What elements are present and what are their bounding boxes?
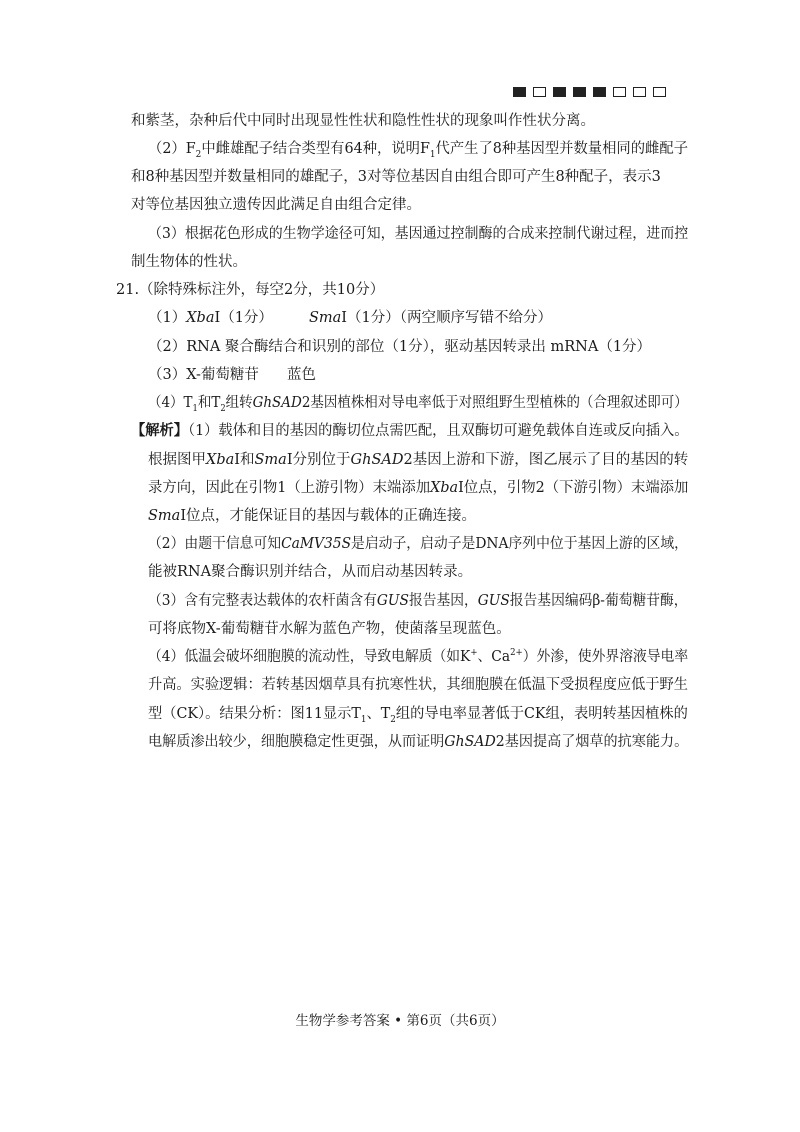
text-line: 和8种基因型并数量相同的雄配子，3对等位基因自由组合即可产生8种配子，表示3 bbox=[131, 169, 661, 185]
text-line: 电解质渗出较少，细胞膜稳定性更强，从而证明GhSAD2基因提高了烟草的抗寒能力。 bbox=[148, 734, 689, 750]
text-line: 对等位基因独立遗传因此满足自由组合定律。 bbox=[131, 197, 421, 213]
marker-square bbox=[573, 87, 586, 97]
page-footer: 生物学参考答案 • 第6页（共6页） bbox=[295, 1013, 505, 1029]
analysis-line: 【解析】（1）载体和目的基因的酶切位点需匹配，且双酶切可避免载体自连或反向插入。 bbox=[131, 422, 689, 439]
text-line: 型（CK）。结果分析：图11显示$T_1$、$T_2$组的导电率显著低于CK组，表明转基因植株的 bbox=[148, 706, 688, 725]
marker-square bbox=[633, 87, 646, 97]
text-line: 根据图甲XbaⅠ和SmaⅠ分别位于GhSAD2基因上游和下游，图乙展示了目的基因的转 bbox=[148, 452, 689, 468]
text-line: 和紫茎，杂种后代中同时出现显性性状和隐性性状的现象叫作性状分离。 bbox=[131, 113, 595, 129]
text-line: （4）低温会破坏细胞膜的流动性，导致电解质（如K+、$Ca^{2+}$）外渗，使外界溶液导电率 bbox=[148, 648, 689, 665]
marker-square bbox=[553, 87, 566, 97]
marker-square bbox=[613, 87, 626, 97]
page-marker-squares bbox=[513, 87, 666, 97]
text-line: 能被RNA聚合酶识别并结合，从而启动基因转录。 bbox=[148, 564, 473, 580]
question-heading: 21.（除特殊标注外，每空2分，共10分） bbox=[116, 282, 385, 298]
marker-square bbox=[533, 87, 546, 97]
marker-square bbox=[593, 87, 606, 97]
text-line: $(2)F_2$中雌雄配子结合类型有64种，说明$F_1$代产生了8种基因型并数量相同的雌配子 bbox=[148, 141, 689, 160]
marker-square bbox=[653, 87, 666, 97]
text-line: （2）由题干信息可知CaMV35S是启动子，启动子是DNA序列中位于基因上游的区域， bbox=[148, 536, 688, 552]
text-line: （3）X-葡萄糖苷 蓝色 bbox=[148, 367, 316, 383]
text-line: 制生物体的性状。 bbox=[131, 254, 247, 270]
text-line: （1）XbaⅠ（1分） SmaⅠ（1分）（两空顺序写错不给分） bbox=[148, 310, 552, 326]
marker-square bbox=[513, 87, 526, 97]
text-line: $(4)T_1$和$T_2$组转GhSAD2基因植株相对导电率低于对照组野生型植株的（合理叙述即可） bbox=[148, 395, 688, 414]
text-line: （2）RNA 聚合酶结合和识别的部位（1分），驱动基因转录出 mRNA（1分） bbox=[148, 339, 652, 355]
text-line: 录方向，因此在引物1（上游引物）末端添加XbaⅠ位点，引物2（下游引物）末端添加 bbox=[148, 480, 689, 496]
text-line: 可将底物X-葡萄糖苷水解为蓝色产物，使菌落呈现蓝色。 bbox=[148, 621, 511, 637]
text-line: （3）含有完整表达载体的农杆菌含有GUS报告基因，GUS报告基因编码β-葡萄糖苷酶， bbox=[148, 593, 688, 609]
text-line: （3）根据花色形成的生物学途径可知，基因通过控制酶的合成来控制代谢过程，进而控 bbox=[148, 226, 689, 242]
text-line: SmaⅠ位点，才能保证目的基因与载体的正确连接。 bbox=[148, 508, 477, 524]
text-line: 升高。实验逻辑：若转基因烟草具有抗寒性状，其细胞膜在低温下受损程度应低于野生 bbox=[148, 677, 688, 693]
